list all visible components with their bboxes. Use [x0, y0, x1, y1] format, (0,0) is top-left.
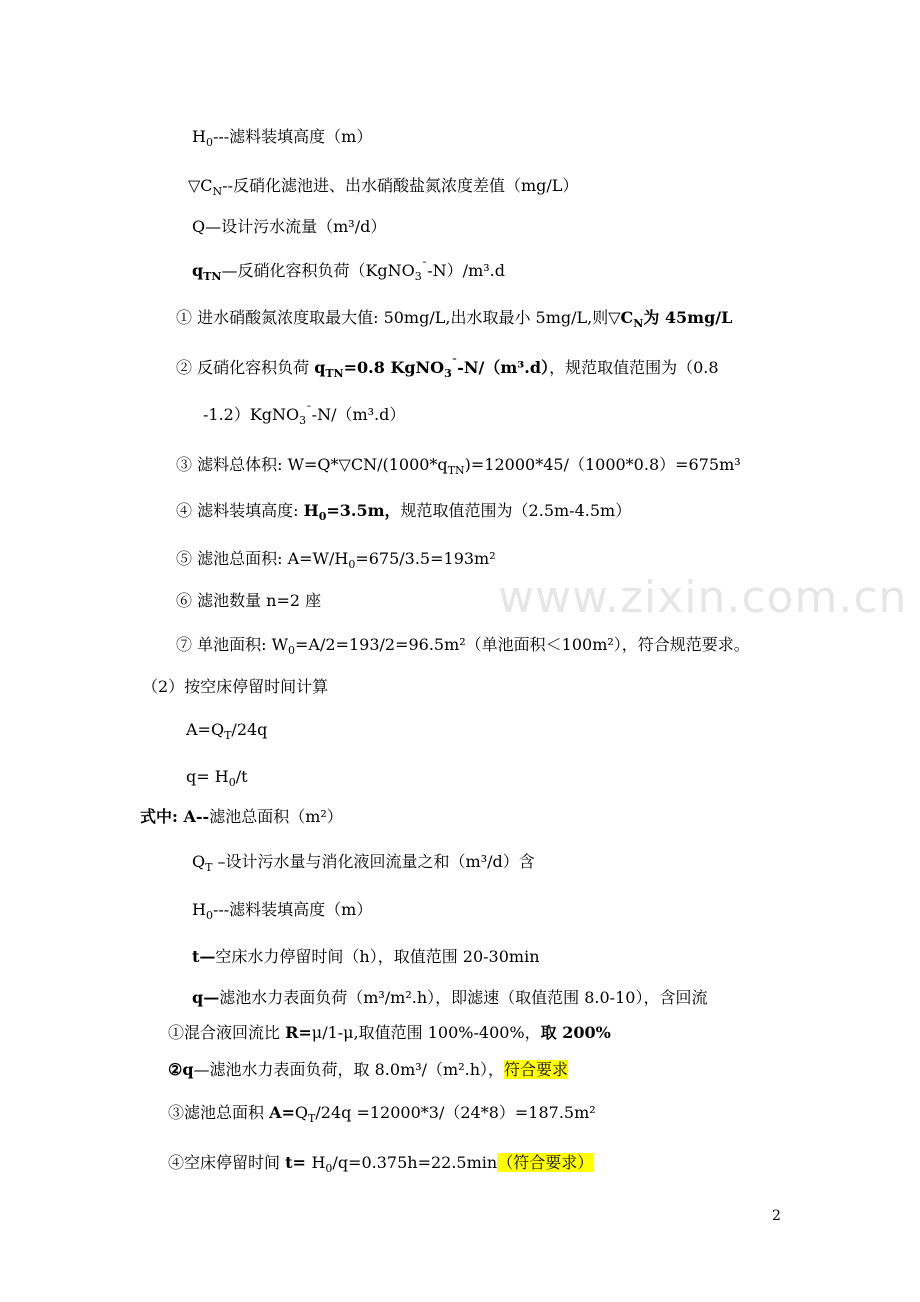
- page-number: 2: [772, 1208, 781, 1224]
- def-delta-cn: $▽C_N--$反硝化滤池进、出水硝酸盐氮浓度差值（mg/L）: [188, 176, 579, 198]
- def-q-rate: q—滤池水力表面负荷（m³/m².h），即滤速（取值范围 8.0-10），含回流: [192, 988, 708, 1007]
- def-qtn: $q_{TN}—$反硝化容积负荷（KgNO$_3$¯-N）/m³.d: [192, 260, 505, 283]
- section-heading: （2）按空床停留时间计算: [142, 677, 329, 696]
- calc-4-time: ④空床停留时间 $t= H_0/q=0.375h=22.5\min$（符合要求）: [168, 1153, 594, 1175]
- step-5-area: ⑤ 滤池总面积: $A=W/H_0=675/3.5=193m^2$: [176, 549, 496, 571]
- def-h0-2: $H_0---$滤料装填高度（m）: [192, 900, 373, 922]
- where-a: 式中: A--滤池总面积（m²）: [140, 807, 343, 826]
- def-q: Q—设计污水流量（m³/d）: [192, 217, 387, 236]
- highlight-meets-requirement-2: （符合要求）: [497, 1153, 594, 1172]
- def-t: t—空床水力停留时间（h），取值范围 20-30min: [192, 947, 540, 966]
- highlight-meets-requirement: 符合要求: [504, 1060, 569, 1079]
- calc-2-load: ②q—滤池水力表面负荷，取 8.0m³/（m².h），符合要求: [168, 1060, 569, 1079]
- step-2-range: -1.2）KgNO$_3$¯-N/（m³.d）: [203, 404, 406, 427]
- step-4-height: ④ 滤料装填高度: $H_0=3.5m$，规范取值范围为（2.5m-4.5m）: [176, 501, 632, 523]
- step-7-single-area: ⑦ 单池面积: $W_0=A/2=193/2=96.5m^2$（单池面积＜100m²），符合规范要求。: [176, 635, 750, 657]
- def-h0: $H_0---$滤料装填高度（m）: [192, 127, 373, 149]
- formula-q: $q= H_0/t$: [186, 767, 248, 789]
- watermark: www.zixin.com.cn: [498, 572, 908, 623]
- step-3-volume: ③ 滤料总体积: $W=Q*▽CN/(1000*q_{TN})=12000*45/(1000*0.8)=675m^3$: [176, 455, 741, 477]
- step-2-load: ② 反硝化容积负荷 $q_{TN}=0.8$ KgNO$_3$¯-N/（m³.d），规范取值范围为（0.8: [176, 357, 719, 380]
- step-6-count: ⑥ 滤池数量 n=2 座: [176, 591, 322, 610]
- step-1-nitrate: ① 进水硝酸氮浓度取最大值: 50mg/L,出水取最小 5mg/L,则$▽C_N$为 45mg/L: [176, 308, 733, 330]
- def-qt: $Q_T$ –设计污水量与消化液回流量之和（m³/d）含: [192, 852, 535, 874]
- formula-a: $A=Q_T/24q$: [186, 720, 268, 742]
- calc-1-reflux: ①混合液回流比 R=μ/1-μ,取值范围 100%-400%，取 200%: [168, 1023, 611, 1042]
- calc-3-area: ③滤池总面积 $A=Q_T/24q =12000*3/(24*8)=187.5m^2$: [168, 1103, 596, 1125]
